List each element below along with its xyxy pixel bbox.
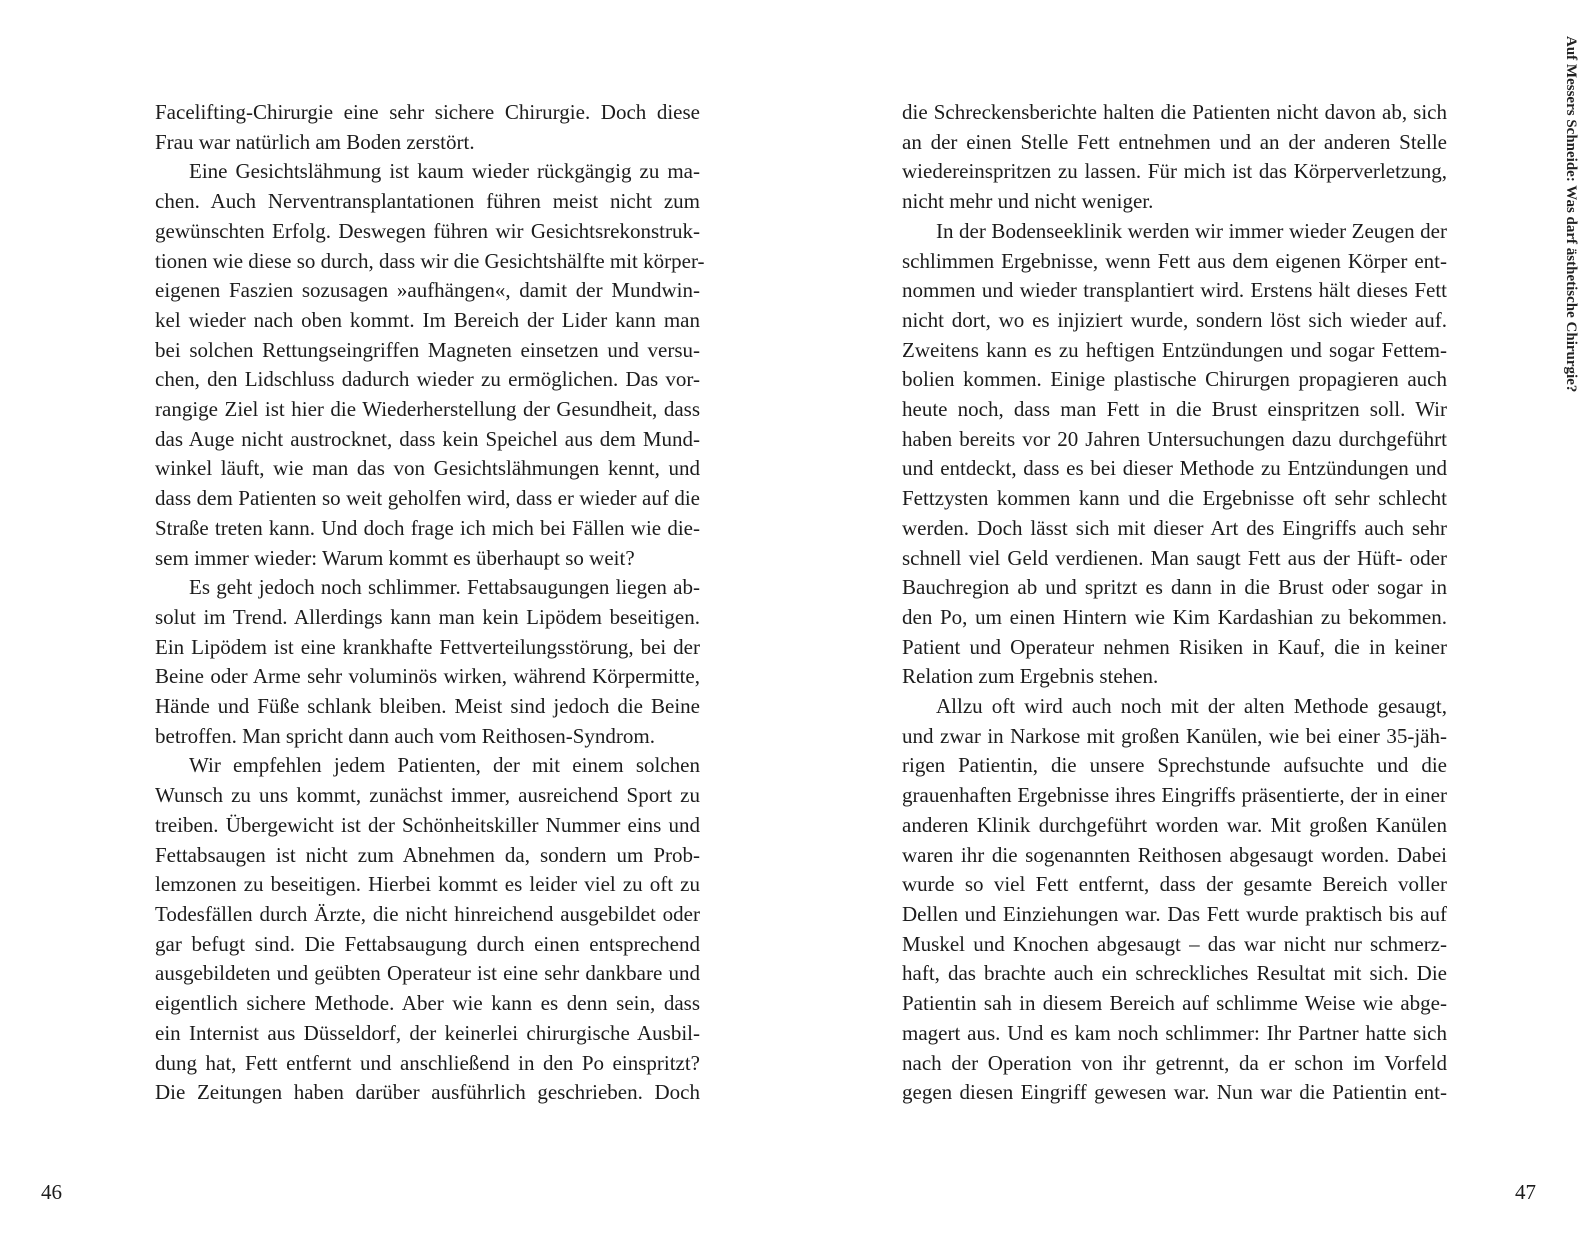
text-line: gar befugt sind. Die Fettabsaugung durch einen entsprechend (155, 931, 700, 956)
text-line: lemzonen zu beseitigen. Hierbei kommt es leider viel zu oft zu (155, 872, 700, 897)
text-line: Relation zum Ergebnis stehen. (902, 664, 1159, 689)
text-line: chen, den Lidschluss dadurch wieder zu ermöglichen. Das vor- (155, 367, 700, 392)
text-line: Allzu oft wird auch noch mit der alten Methode gesaugt, (936, 694, 1447, 719)
text-line: nommen und wieder transplantiert wird. Erstens hält dieses Fett (902, 278, 1447, 303)
text-line: winkel läuft, wie man das von Gesichtslähmungen kennt, und (155, 456, 700, 481)
text-line: Dellen und Einziehungen war. Das Fett wurde praktisch bis auf (902, 901, 1447, 926)
text-line: anderen Klinik durchgeführt worden war. Mit großen Kanülen (902, 812, 1447, 837)
right-page-body (902, 98, 1447, 1108)
text-line: sem immer wieder: Warum kommt es überhaupt so weit? (155, 545, 635, 570)
text-line: eigenen Faszien sozusagen »aufhängen«, damit der Mundwin- (155, 278, 700, 303)
text-line: Patientin sah in diesem Bereich auf schlimme Weise wie abge- (902, 991, 1447, 1016)
text-line: und zwar in Narkose mit großen Kanülen, wie bei einer 35-jäh- (902, 723, 1447, 748)
text-line: wiedereinspritzen zu lassen. Für mich ist das Körperverletzung, (902, 159, 1447, 184)
text-line: solut im Trend. Allerdings kann man kein Lipödem beseitigen. (155, 604, 700, 629)
right-page (797, 0, 1594, 1240)
text-line: Bauchregion ab und spritzt es dann in die Brust oder sogar in (902, 575, 1447, 600)
paragraph (902, 217, 1447, 692)
text-line: waren ihr die sogenannten Reithosen abgesaugt worden. Dabei (902, 842, 1447, 867)
text-line: Zweitens kann es zu heftigen Entzündungen und sogar Fettem- (902, 337, 1447, 362)
text-line: Muskel und Knochen abgesaugt – das war nicht nur schmerz- (902, 931, 1447, 956)
page-number-right: 47 (1515, 1180, 1536, 1204)
text-line: Beine oder Arme sehr voluminös wirken, während Körpermitte, (155, 664, 700, 689)
text-line: Es geht jedoch noch schlimmer. Fettabsaugungen liegen ab- (189, 575, 700, 600)
paragraph (155, 573, 700, 751)
text-line: Die Zeitungen haben darüber ausführlich geschrieben. Doch (155, 1080, 700, 1105)
text-line: betroffen. Man spricht dann auch vom Reithosen-Syndrom. (155, 723, 656, 748)
text-line: schnell viel Geld verdienen. Man saugt Fett aus der Hüft- oder (902, 545, 1447, 570)
paragraph (902, 692, 1447, 1108)
text-line: nach der Operation von ihr getrennt, da er schon im Vorfeld (902, 1050, 1447, 1075)
text-line: das Auge nicht austrocknet, dass kein Speichel aus dem Mund- (155, 426, 700, 451)
text-line: Ein Lipödem ist eine krankhafte Fettverteilungsstörung, bei der (155, 634, 700, 659)
text-line: grauenhaften Ergebnisse ihres Eingriffs präsentierte, der in einer (902, 783, 1447, 808)
text-line: rangige Ziel ist hier die Wiederherstellung der Gesundheit, dass (155, 397, 700, 422)
text-line: treiben. Übergewicht ist der Schönheitskiller Nummer eins und (155, 812, 700, 837)
text-line: kel wieder nach oben kommt. Im Bereich der Lider kann man (155, 307, 700, 332)
paragraph (155, 751, 700, 1107)
text-line: bei solchen Rettungseingriffen Magneten einsetzen und versu- (155, 337, 700, 362)
text-line: Fettzysten kommen kann und die Ergebnisse oft sehr schlecht (902, 486, 1447, 511)
text-line: ein Internist aus Düsseldorf, der keinerlei chirurgische Ausbil- (155, 1020, 700, 1045)
paragraph (155, 98, 700, 157)
text-line: Facelifting-Chirurgie eine sehr sichere Chirurgie. Doch diese (155, 100, 700, 124)
text-line: Patient und Operateur nehmen Risiken in Kauf, die in keiner (902, 634, 1447, 659)
text-line: chen. Auch Nerventransplantationen führen meist nicht zum (155, 189, 700, 214)
paragraph (902, 98, 1447, 217)
text-line: Wunsch zu uns kommt, zunächst immer, ausreichend Sport zu (155, 783, 700, 808)
text-line: an der einen Stelle Fett entnehmen und an der anderen Stelle (902, 129, 1447, 154)
text-line: gegen diesen Eingriff gewesen war. Nun war die Patientin ent- (902, 1080, 1447, 1105)
text-line: ausgebildeten und geübten Operateur ist eine sehr dankbare und (155, 961, 700, 986)
text-line: haben bereits vor 20 Jahren Untersuchungen dazu durchgeführt (902, 426, 1447, 451)
text-line: haft, das brachte auch ein schreckliches Resultat mit sich. Die (902, 961, 1447, 986)
page-number-left: 46 (41, 1180, 62, 1204)
text-line: nicht dort, wo es injiziert wurde, sondern löst sich wieder auf. (902, 307, 1447, 332)
text-line: In der Bodenseeklinik werden wir immer wieder Zeugen der (936, 218, 1447, 243)
text-line: Frau war natürlich am Boden zerstört. (155, 129, 475, 154)
left-page-body (155, 98, 705, 1108)
text-line: Hände und Füße schlank bleiben. Meist sind jedoch die Beine (155, 694, 700, 719)
text-line: magert aus. Und es kam noch schlimmer: Ihr Partner hatte sich (902, 1020, 1447, 1045)
text-line: Straße treten kann. Und doch frage ich mich bei Fällen wie die- (155, 515, 700, 540)
text-line: werden. Doch lässt sich mit dieser Art des Eingriffs auch sehr (902, 515, 1447, 540)
text-line: den Po, um einen Hintern wie Kim Kardashian zu bekommen. (902, 604, 1447, 629)
text-line: rigen Patientin, die unsere Sprechstunde aufsuchte und die (902, 753, 1447, 778)
running-head: Auf Messers Schneide: Was darf ästhetische Chirurgie? (1563, 36, 1579, 393)
text-line: bolien kommen. Einige plastische Chirurgen propagieren auch (902, 367, 1447, 392)
text-line: nicht mehr und nicht weniger. (902, 189, 1154, 214)
text-line: schlimmen Ergebnisse, wenn Fett aus dem eigenen Körper ent- (902, 248, 1447, 273)
paragraph (155, 157, 705, 573)
text-line: wurde so viel Fett entfernt, dass der gesamte Bereich voller (902, 872, 1447, 897)
text-line: dung hat, Fett entfernt und anschließend in den Po einspritzt? (155, 1050, 700, 1075)
text-line: die Schreckensberichte halten die Patienten nicht davon ab, sich (902, 100, 1447, 124)
text-line: eigentlich sichere Methode. Aber wie kann es denn sein, dass (155, 991, 700, 1016)
text-line: gewünschten Erfolg. Deswegen führen wir Gesichtsrekonstruk- (155, 218, 700, 243)
text-line: Wir empfehlen jedem Patienten, der mit einem solchen (189, 753, 700, 778)
text-line: Fettabsaugen ist nicht zum Abnehmen da, sondern um Prob- (155, 842, 700, 867)
text-line: Todesfällen durch Ärzte, die nicht hinreichend ausgebildet oder (155, 901, 700, 926)
text-line: dass dem Patienten so weit geholfen wird, dass er wieder auf die (155, 486, 700, 511)
text-line: Eine Gesichtslähmung ist kaum wieder rückgängig zu ma- (189, 159, 700, 184)
text-line: und entdeckt, dass es bei dieser Methode zu Entzündungen und (902, 456, 1447, 481)
text-line: heute noch, dass man Fett in die Brust einspritzen soll. Wir (902, 397, 1447, 422)
text-line: tionen wie diese so durch, dass wir die Gesichtshälfte mit körper- (155, 248, 705, 273)
